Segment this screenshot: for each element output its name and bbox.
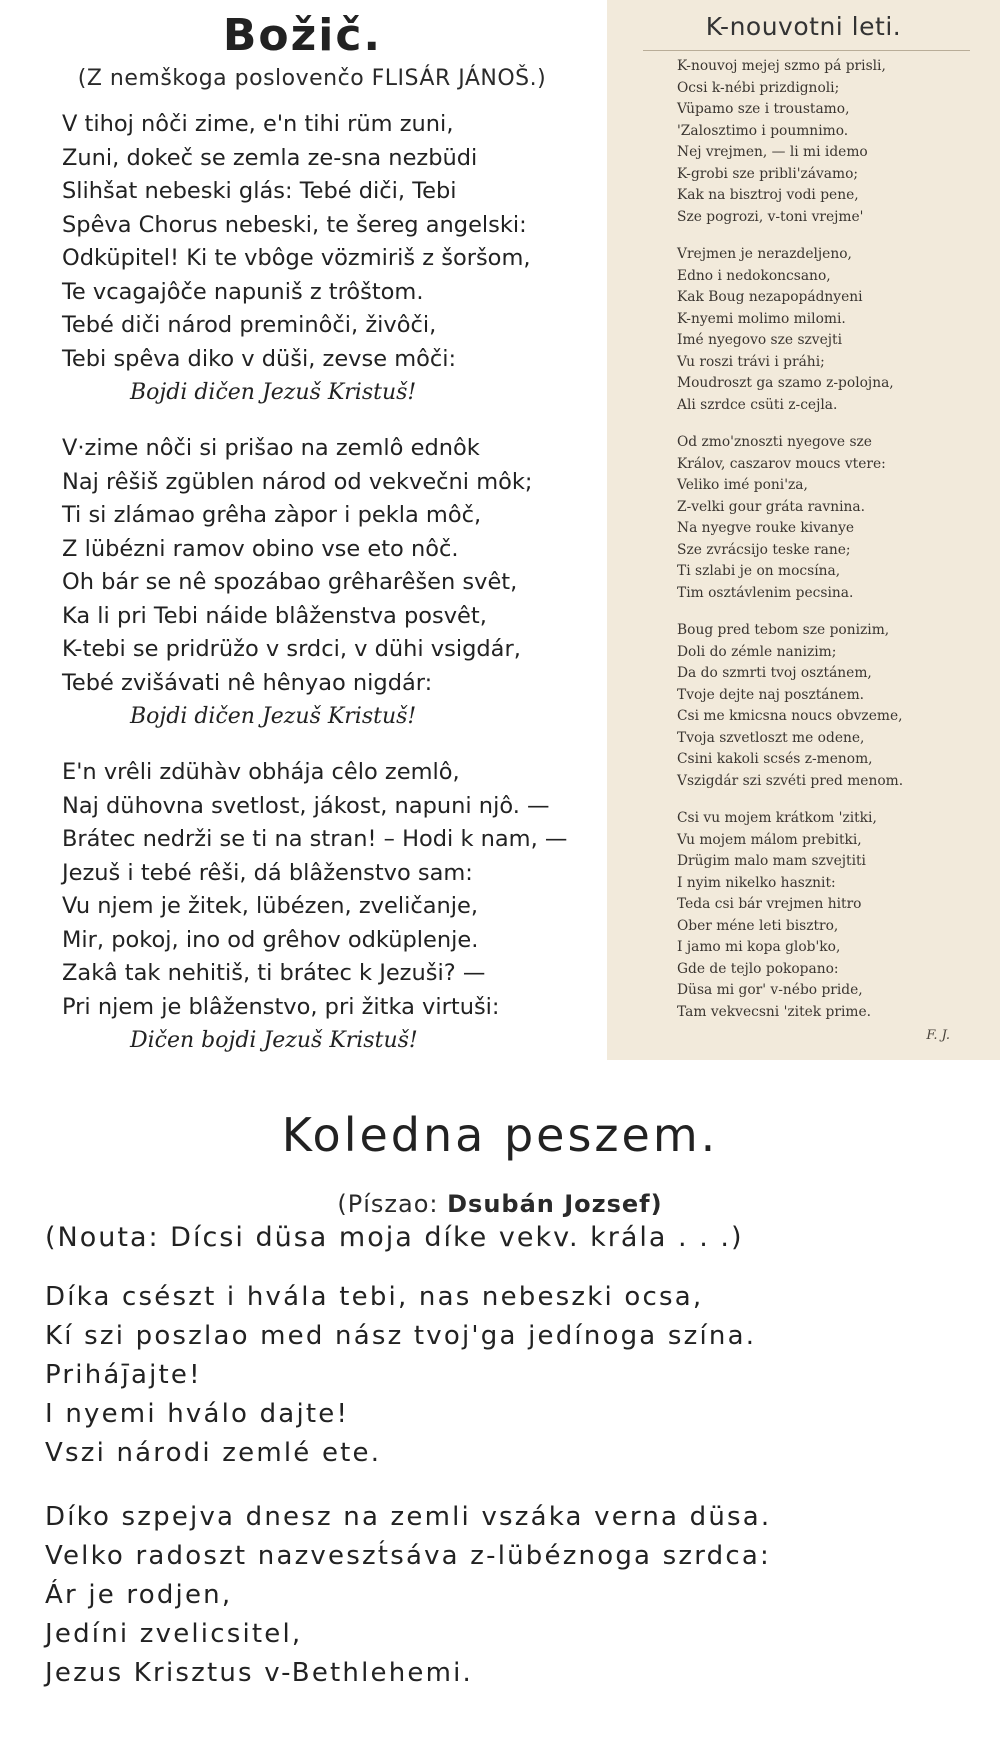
verse-line: Vrejmen je nerazdeljeno, [677, 246, 852, 262]
verse-line: Kí szi poszlao med nász tvoj'ga jedínoga szína. [45, 1321, 757, 1351]
verse-line: Z lübézni ramov obino vse eto nôč. [62, 535, 459, 562]
verse-line: Ti si zlámao grêha zàpor i pekla môč, [62, 502, 482, 528]
refrain-line: Bojdi dičen Jezuš Kristuš! [130, 380, 417, 405]
verse-line: Vu mojem málom prebitki, [677, 831, 862, 848]
verse-line: Tvoje dejte naj posztánem. [677, 686, 865, 703]
poem-title: Božič. [222, 10, 383, 61]
verse-line: Moudroszt ga szamo z-polojna, [677, 375, 894, 391]
poem-k-nouvotni-leti [607, 0, 1000, 1060]
poem-bozic [0, 0, 605, 1060]
verse-line: Ali szrdce csüti z-cejla. [677, 396, 838, 413]
verse-line: Gde de tejlo pokopano: [677, 960, 839, 977]
verse-line: Drügim malo mam szvejtiti [677, 853, 866, 869]
verse-line: K-nyemi molimo milomi. [677, 310, 846, 327]
verse-line: Kak Boug nezapopádnyeni [677, 289, 863, 305]
verse-line: Slihšat nebeski glás: Tebé diči, Tebi [62, 178, 457, 204]
verse-line: Kak na bisztroj vodi pene, [677, 187, 859, 203]
verse-line: Velko radoszt nazveszt́sáva z-lübéznoga szrdca: [45, 1541, 771, 1571]
verse-line: Sze pogrozi, v-toni vrejme' [677, 208, 864, 225]
verse-line: Vu njem je žitek, lübézen, zveličanje, [62, 893, 478, 919]
verse-line: Csi vu mojem krátkom 'zitki, [677, 810, 877, 826]
verse-line: Naj rêšiš zgüblen národ od vekvečni môk; [62, 468, 533, 495]
author-label: (Píszao: [337, 1190, 439, 1218]
verse-line: Odküpitel! Ki te vbôge vözmiriš z šoršom, [62, 245, 531, 271]
verse-line: Tebé diči národ preminôči, živôči, [62, 312, 437, 338]
verse-line: Ocsi k-nébi prizdignoli; [677, 79, 840, 96]
verse-line: Naj dühovna svetlost, jákost, napuni njô. — [62, 792, 550, 819]
verse-line: Vszi národi zemlé ete. [45, 1438, 382, 1468]
verse-line: Jedíni zvelicsitel, [45, 1619, 303, 1649]
verse-line: Tim osztávlenim pecsina. [677, 584, 854, 601]
verse-line: Edno i nedokoncsano, [677, 267, 831, 284]
verse-line: Vszigdár szi szvéti pred menom. [677, 772, 904, 789]
verse-line: Vu roszi trávi i práhi; [677, 353, 825, 370]
verse-line: I nyim nikelko hasznit: [677, 874, 836, 891]
verse-line: Díko szpejva dnesz na zemli vszáka verna düsa. [45, 1502, 772, 1532]
poem-koledna-peszem [0, 1060, 1000, 1746]
verse-line: Csini kakoli scsés z-menom, [677, 751, 873, 767]
verse-line: Díka csészt i hvála tebi, nas nebeszki ocsa, [45, 1282, 704, 1312]
verse-line: Oh bár se nê spozábao grêharêšen svêt, [62, 569, 518, 595]
verse-line: Králov, caszarov moucs vtere: [677, 455, 886, 472]
verse-line: I jamo mi kopa glob'ko, [677, 939, 841, 955]
stanza [677, 432, 997, 604]
verse-line: V tihoj nôči zime, e'n tihi rüm zuni, [62, 111, 454, 137]
verse-line: Tam vekvecsni 'zitek prime. [677, 1003, 871, 1020]
poem-subtitle: (Z nemškoga poslovenčo FLISÁR JÁNOŠ.) [77, 66, 547, 91]
verse-line: Zuni, dokeč se zemla ze-sna nezbüdi [62, 144, 478, 171]
poem-title: Koledna peszem. [281, 1108, 719, 1162]
title-divider [643, 50, 970, 51]
verse-line: Imé nyegovo sze szvejti [677, 332, 842, 348]
author-name: Dsubán Jozsef) [447, 1190, 663, 1218]
refrain-line: Bojdi dičen Jezuš Kristuš! [130, 704, 417, 729]
stanza [677, 56, 997, 228]
verse-line: Ti szlabi je on mocsína, [677, 563, 841, 579]
verse-line: K-tebi se pridrüžo v srdci, v dühi vsigdár, [62, 636, 521, 662]
verse-line: K-nouvoj mejej szmo pá prisli, [677, 58, 886, 74]
stanza [677, 620, 997, 792]
verse-line: Mir, pokoj, ino od grêhov odküplenje. [62, 926, 479, 953]
verse-line: Jezuš i tebé rêši, dá blâženstvo sam: [62, 859, 473, 886]
verse-line: Vüpamo sze i troustamo, [677, 101, 850, 117]
verse-line: Ka li pri Tebi náide blâženstva posvêt, [62, 602, 487, 629]
verse-line: V·zime nôči si prišao na zemlô ednôk [62, 435, 480, 461]
stanza [677, 808, 997, 1023]
verse-line: Pri njem je blâženstvo, pri žitka virtuši: [62, 993, 500, 1020]
verse-line: Tvoja szvetloszt me odene, [677, 729, 865, 746]
verse-line: Tebi spêva diko v düši, zevse môči: [62, 345, 457, 372]
author-credit [0, 1190, 1000, 1218]
verse-line: 'Zalosztimo i poumnimo. [677, 122, 849, 139]
melody-note: (Nouta: Dícsi düsa moja díke vekv. krála . . .) [45, 1222, 744, 1253]
verse-line: Z-velki gour gráta ravnina. [677, 498, 866, 515]
poem-title: K-nouvotni leti. [705, 12, 902, 41]
verse-line: Na nyegve rouke kivanye [677, 520, 855, 536]
verse-line: Veliko imé poni'za, [677, 477, 808, 493]
verse-line: Jezus Krisztus v-Bethlehemi. [45, 1658, 473, 1688]
verse-line: Spêva Chorus nebeski, te šereg angelski: [62, 211, 527, 238]
verse-line: Csi me kmicsna noucs obvzeme, [677, 708, 903, 724]
verse-line: I nyemi hválo dajte! [45, 1399, 350, 1429]
stanza [62, 756, 602, 1058]
verse-line: Da do szmrti tvoj osztánem, [677, 665, 872, 681]
verse-line: Priháj̄ajte! [45, 1360, 202, 1390]
stanza [45, 1278, 985, 1473]
verse-line: Tebé zvišávati nê hênyao nigdár: [62, 669, 433, 696]
verse-line: Te vcagajôče napuniš z trôštom. [62, 278, 424, 305]
verse-line: Ober méne leti bisztro, [677, 917, 839, 934]
refrain-line: Dičen bojdi Jezuš Kristuš! [130, 1028, 418, 1053]
verse-line: Düsa mi gor' v-nébo pride, [677, 982, 863, 998]
stanza [62, 432, 602, 734]
verse-line: Zakâ tak nehitiš, ti brátec k Jezuši? — [62, 960, 486, 986]
verse-line: Ár je rodjen, [45, 1580, 233, 1610]
verse-line: Teda csi bár vrejmen hitro [677, 896, 862, 912]
verse-line: Brátec nedrži se ti na stran! – Hodi k nam, — [62, 826, 568, 852]
author-signature: F. J. [926, 1028, 950, 1043]
verse-line: Doli do zémle nanizim; [677, 643, 837, 660]
verse-line: K-grobi sze pribli'závamo; [677, 165, 859, 182]
verse-line: Nej vrejmen, — li mi idemo [677, 144, 868, 160]
verse-line: Boug pred tebom sze ponizim, [677, 622, 890, 638]
stanza [45, 1498, 985, 1693]
verse-line: Sze zvrácsijo teske rane; [677, 541, 851, 558]
stanza [62, 108, 602, 410]
verse-line: Od zmo'znoszti nyegove sze [677, 434, 872, 450]
verse-line: E'n vrêli zdühàv obhája cêlo zemlô, [62, 759, 460, 785]
stanza [677, 244, 997, 416]
